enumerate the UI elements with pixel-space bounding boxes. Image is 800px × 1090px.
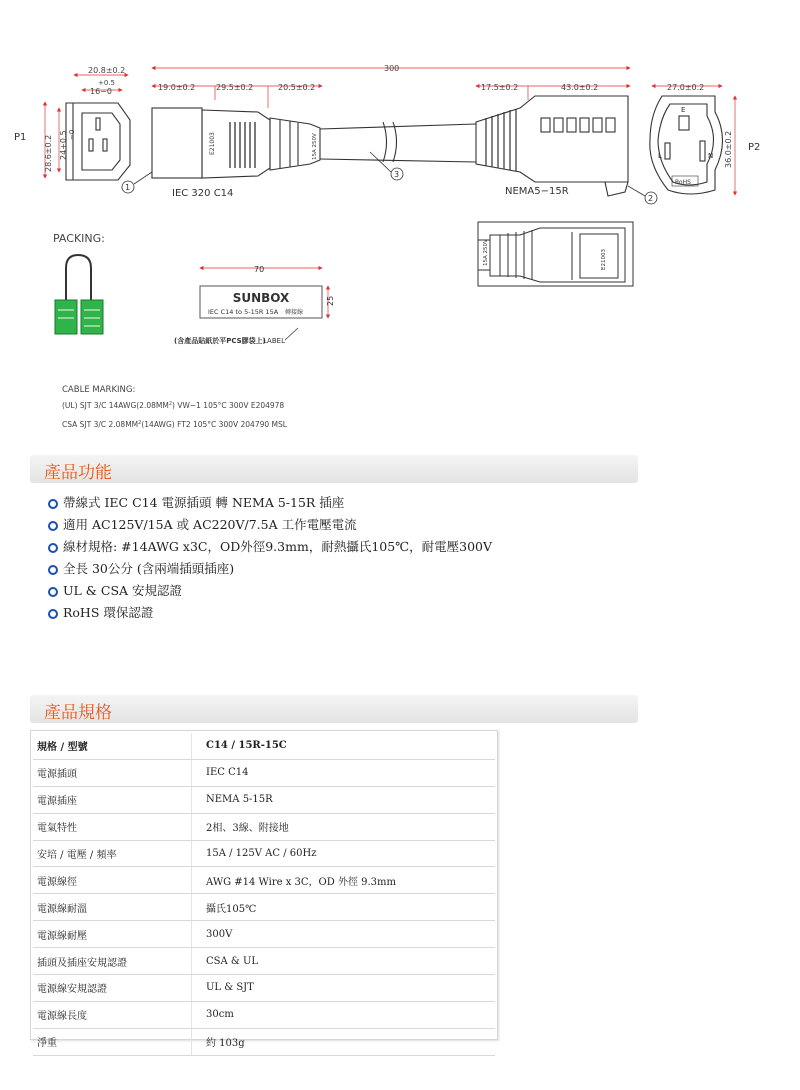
table-row (33, 786, 495, 813)
dim-seg4: 17.5±0.2 (481, 83, 519, 92)
spec-value: 30cm (192, 1001, 496, 1028)
dim-p1-width: 20.8±0.2 (88, 66, 126, 75)
dim-seg5: 43.0±0.2 (561, 83, 599, 92)
cable-title: CABLE MARKING: (62, 385, 136, 395)
spec-key: 電源線耐壓 (33, 921, 192, 948)
dim-seg3: 20.5±0.2 (278, 83, 316, 92)
spec-title: 產品規格 (44, 703, 112, 723)
table-row (33, 894, 495, 921)
spec-value: CSA & UL (192, 948, 496, 975)
label-iec: IEC 320 C14 (172, 188, 234, 199)
pack-label: LABEL (263, 337, 285, 345)
bullet-icon (48, 565, 58, 575)
table-row (33, 1001, 495, 1028)
spec-key: 電源插頭 (33, 759, 192, 786)
table-row (33, 759, 495, 786)
dim-seg1: 19.0±0.2 (158, 83, 196, 92)
spec-value: 15A / 125V AC / 60Hz (192, 840, 496, 867)
packing-product-drawing (478, 222, 633, 286)
bullet-icon (48, 587, 58, 597)
callout-2: 2 (648, 194, 654, 203)
spec-key: 電源線長度 (33, 1001, 192, 1028)
dim-p1-inner: 16−0 (90, 87, 112, 96)
cable (320, 122, 476, 162)
label-p2: P2 (748, 142, 761, 153)
bullet-icon (48, 609, 58, 619)
spec-key: 電源線徑 (33, 867, 192, 894)
dim-total: 300 (384, 64, 400, 73)
table-row (33, 948, 495, 975)
packing-product-rating: 15A 250V (483, 239, 489, 266)
spec-header (30, 695, 638, 723)
bullet-icon (48, 543, 58, 553)
nema-socket (476, 96, 628, 196)
label-p1: P1 (14, 132, 27, 143)
table-row (33, 921, 495, 948)
pack-height: 25 (326, 295, 335, 306)
features-header (30, 455, 638, 483)
spec-value: IEC C14 (192, 759, 496, 786)
dim-seg2: 29.5±0.2 (216, 83, 254, 92)
dim-p2-width: 27.0±0.2 (667, 83, 705, 92)
pack-brand: SUNBOX (232, 291, 290, 305)
plug-rating: 15A 250V (312, 133, 318, 160)
feature-item: 適用 AC125V/15A 或 AC220V/7.5A 工作電壓電流 (48, 514, 492, 536)
label-nema: NEMA5−15R (505, 186, 569, 197)
spec-value: NEMA 5-15R (192, 786, 496, 813)
dim-p1-h-outer: 28.6±0.2 (44, 134, 53, 172)
spec-key: 電氣特性 (33, 813, 192, 840)
table-row (33, 840, 495, 867)
cable-ul: (UL) SJT 3/C $14AWG(2.08MM^2)$ VW−1 105°C 300V E204978 (62, 401, 285, 410)
bullet-icon (48, 499, 58, 509)
spec-value: UL & SJT (192, 975, 496, 1002)
spec-key: 安培 / 電壓 / 頻率 (33, 840, 192, 867)
spec-value: 約 103g (192, 1028, 496, 1055)
spec-table (33, 733, 495, 1056)
feature-item: RoHS 環保認證 (48, 602, 492, 624)
pack-note: (含產品貼紙於平PCS膠袋上) (174, 337, 266, 345)
feature-item: 線材規格: #14AWG x3C，OD外徑9.3mm，耐熱攝氏105℃，耐電壓300V (48, 536, 492, 558)
spec-header-key: 規格 / 型號 (33, 733, 192, 759)
table-row (33, 975, 495, 1002)
spec-key: 電源插座 (33, 786, 192, 813)
spec-header-row (33, 733, 495, 759)
dim-p1-h-inner: 24+0.5 (59, 130, 68, 160)
bullet-icon (48, 521, 58, 531)
c14-face (66, 103, 130, 180)
callout-3: 3 (394, 170, 400, 179)
c14-plug (152, 108, 320, 178)
socket-e: E (681, 106, 686, 114)
callout-1: 1 (125, 183, 131, 192)
dim-p1-inner-tol: +0.5 (98, 79, 115, 87)
feature-item: 全長 30公分 (含兩端插頭插座) (48, 558, 492, 580)
features-title: 產品功能 (44, 463, 112, 483)
spec-key: 電源線耐溫 (33, 894, 192, 921)
features-list (48, 492, 492, 624)
cable-csa: CSA SJT 3/C $2.08MM^2(14AWG)$ FT2 105°C 300V 204790 MSL (62, 420, 287, 429)
spec-header-value: C14 / 15R-15C (192, 733, 496, 759)
feature-item: UL & CSA 安規認證 (48, 580, 492, 602)
spec-key: 電源線安規認證 (33, 975, 192, 1002)
spec-value: AWG #14 Wire x 3C，OD 外徑 9.3mm (192, 867, 496, 894)
dim-p1-h-inner2: −0 (68, 129, 76, 140)
pack-width: 70 (254, 265, 265, 274)
packing-cable-icon (55, 255, 103, 334)
technical-drawing (0, 0, 800, 440)
socket-n: N (708, 152, 714, 160)
table-row (33, 867, 495, 894)
feature-item: 帶線式 IEC C14 電源插頭 轉 NEMA 5-15R 插座 (48, 492, 492, 514)
table-row (33, 813, 495, 840)
spec-value: 2相、3線、附接地 (192, 813, 496, 840)
table-row (33, 1028, 495, 1055)
rohs-mark: RoHS (675, 179, 691, 186)
dim-p2-h: 36.0±0.2 (724, 130, 733, 168)
spec-table-wrapper (30, 730, 498, 1050)
pack-product: IEC C14 to 5-15R 15A (208, 308, 279, 316)
socket-l: L (658, 152, 662, 160)
spec-value: 300V (192, 921, 496, 948)
spec-key: 淨重 (33, 1028, 192, 1055)
packing-title: PACKING: (53, 232, 105, 245)
pack-product-cn: 轉接線 (285, 309, 304, 316)
plug-mark: E21003 (209, 132, 216, 155)
spec-key: 插頭及插座安規認證 (33, 948, 192, 975)
spec-value: 攝氏105℃ (192, 894, 496, 921)
packing-product-mark: E21003 (601, 249, 607, 270)
